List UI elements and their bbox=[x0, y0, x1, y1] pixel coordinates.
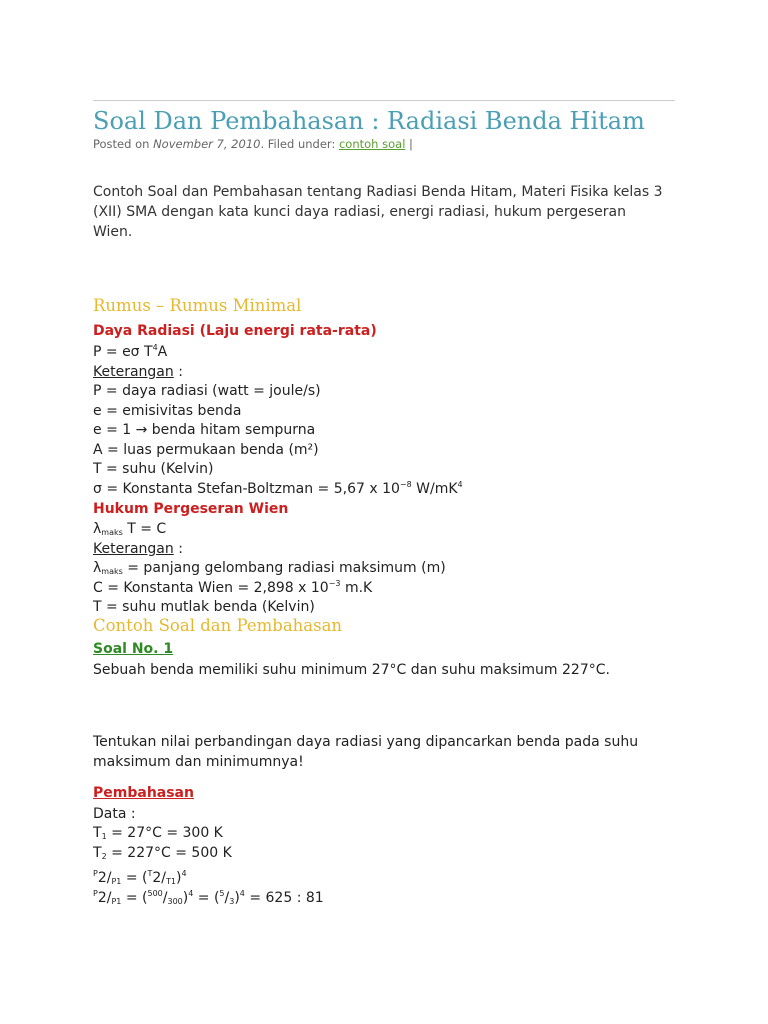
post-date: November 7, 2010 bbox=[153, 137, 261, 151]
soal-text: Sebuah benda memiliki suhu minimum 27°C dan suhu maksimum 227°C. bbox=[93, 662, 610, 678]
contoh-heading: Contoh Soal dan Pembahasan bbox=[93, 616, 343, 635]
wien-item: C = Konstanta Wien = 2,898 x $10^{-3}$ m.K bbox=[93, 579, 373, 596]
wien-item: $\lambda_{maks}$ = panjang gelombang radiasi maksimum (m) bbox=[93, 560, 446, 576]
daya-formula: P = eσ $T^4A$ bbox=[93, 343, 168, 360]
soal-label: Soal No. 1 bbox=[93, 641, 174, 657]
wien-item: T = suhu mutlak benda (Kelvin) bbox=[93, 599, 315, 615]
post-meta bbox=[93, 137, 413, 151]
wien-formula: $\lambda_{maks}$ T = C bbox=[93, 521, 167, 537]
keterangan-label-1: Keterangan : bbox=[93, 364, 183, 380]
ratio-formula: $^P2/P1 = (^T2/T1)^4$ bbox=[93, 869, 187, 886]
data-label: Data : bbox=[93, 806, 136, 822]
rumus-heading: Rumus – Rumus Minimal bbox=[93, 296, 302, 315]
meta-separator: | bbox=[409, 137, 413, 151]
daya-item: P = daya radiasi (watt = joule/s) bbox=[93, 383, 321, 399]
ratio-result: $^P2/P1 = (^{500}/300)^4 = (^5/3)^4 = 625$ : 81 bbox=[93, 889, 324, 906]
keterangan-label-2: Keterangan : bbox=[93, 541, 183, 557]
t1-line: $T_1 = 27^\circ C = 300$ K bbox=[93, 825, 223, 841]
filed-under-label: . Filed under: bbox=[260, 137, 336, 151]
daya-item: T = suhu (Kelvin) bbox=[93, 461, 214, 477]
post-title[interactable]: Soal Dan Pembahasan : Radiasi Benda Hitam bbox=[93, 107, 645, 135]
intro-paragraph: Contoh Soal dan Pembahasan tentang Radiasi Benda Hitam, Materi Fisika kelas 3 (XII) SMA dengan kata kunci daya radiasi, energi radiasi, hukum pergeseran Wien. bbox=[93, 184, 663, 240]
posted-on-label: Posted on bbox=[93, 137, 150, 151]
daya-item: e = emisivitas benda bbox=[93, 403, 242, 419]
daya-item: e = 1 → benda hitam sempurna bbox=[93, 422, 316, 438]
t2-line: $T_2 = 227^\circ C = 500$ K bbox=[93, 845, 232, 861]
wien-heading: Hukum Pergeseran Wien bbox=[93, 501, 289, 517]
daya-item: A = luas permukaan benda (m²) bbox=[93, 442, 319, 458]
header-divider bbox=[93, 100, 675, 101]
daya-radiasi-heading: Daya Radiasi (Laju energi rata-rata) bbox=[93, 323, 377, 339]
sigma-line: σ = Konstanta Stefan-Boltzman = 5,67 x $10^{-8}$ $W/mK^4$ bbox=[93, 480, 463, 497]
question-text: Tentukan nilai perbandingan daya radiasi yang dipancarkan benda pada suhu maksimum dan minimumnya! bbox=[93, 734, 639, 770]
pembahasan-label: Pembahasan bbox=[93, 785, 194, 801]
category-link[interactable]: contoh soal bbox=[338, 137, 406, 151]
